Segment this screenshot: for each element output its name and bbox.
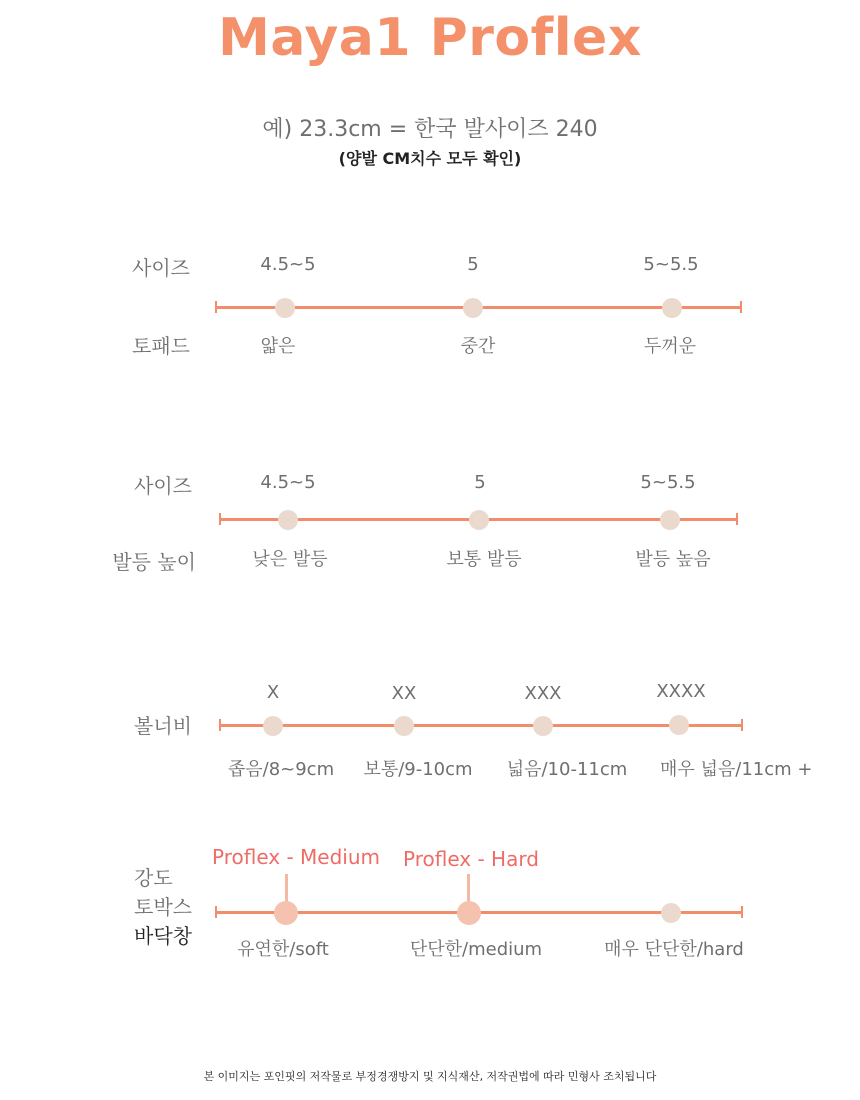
stiffness-value: 단단한/medium [409, 939, 543, 960]
size-value: 5 [467, 254, 479, 275]
marker-pointer-hard [467, 874, 470, 904]
marker-pointer-medium [285, 874, 288, 904]
size-value: 4.5~5 [260, 472, 316, 493]
scale-point [661, 903, 681, 923]
scale-point [662, 298, 682, 318]
size-value: 5~5.5 [640, 472, 696, 493]
ball-width-label: 볼너비 [134, 714, 192, 738]
toe-pad-value: 두꺼운 [643, 336, 697, 357]
instep-height-value: 발등 높음 [635, 549, 711, 570]
size-value: 5~5.5 [643, 254, 699, 275]
scale-track [220, 724, 742, 727]
stiffness-value: 유연한/soft [237, 939, 329, 960]
size-label: 사이즈 [134, 474, 192, 498]
scale-end-cap [736, 513, 738, 525]
instep-height-value: 보통 발등 [446, 549, 522, 570]
stiffness-value: 매우 단단한/hard [604, 939, 744, 960]
scale-end-cap [740, 301, 742, 313]
scale-point [275, 298, 295, 318]
marker-label-medium: Proflex - Medium [212, 845, 381, 869]
copyright-notice: 본 이미지는 포인핏의 저작물로 부정경쟁방지 및 지식재산, 저작권법에 따라 민형사 조치됩니다 [203, 1070, 657, 1083]
scale-point [469, 510, 489, 530]
width-value: 넓음/10-11cm [506, 759, 628, 780]
toebox-label-line: 토박스 [134, 895, 192, 919]
width-grade: XX [391, 683, 417, 704]
sole-label-line: 바닥창 [134, 924, 192, 948]
scale-point [463, 298, 483, 318]
scale-point [660, 510, 680, 530]
toe-pad-value: 얇은 [260, 336, 296, 357]
scale-end-cap [741, 906, 743, 918]
toe-pad-label: 토패드 [132, 334, 190, 358]
scale-point-selected [457, 901, 481, 925]
size-example: 예) 23.3cm = 한국 발사이즈 240 [262, 117, 598, 142]
scale-point [533, 716, 553, 736]
scale-point [278, 510, 298, 530]
size-label: 사이즈 [132, 256, 190, 280]
scale-point-selected [274, 901, 298, 925]
width-grade: XXX [524, 683, 562, 704]
scale-point [263, 716, 283, 736]
scale-point [394, 716, 414, 736]
size-example-note: (양발 CM치수 모두 확인) [338, 149, 522, 168]
width-value: 보통/9-10cm [363, 759, 473, 780]
width-value: 좁음/8~9cm [227, 759, 335, 780]
size-value: 5 [474, 472, 486, 493]
width-grade: X [266, 682, 280, 703]
width-grade: XXXX [656, 681, 706, 702]
width-value: 매우 넓음/11cm + [660, 759, 813, 780]
page-title: Maya1 Proflex [218, 8, 642, 68]
scale-point [669, 715, 689, 735]
stiffness-label-line: 강도 [134, 866, 173, 890]
marker-label-hard: Proflex - Hard [403, 847, 539, 871]
instep-height-value: 낮은 발등 [252, 549, 328, 570]
instep-height-label: 발등 높이 [112, 550, 196, 574]
size-value: 4.5~5 [260, 254, 316, 275]
toe-pad-value: 중간 [460, 336, 496, 357]
scale-end-cap [741, 719, 743, 731]
